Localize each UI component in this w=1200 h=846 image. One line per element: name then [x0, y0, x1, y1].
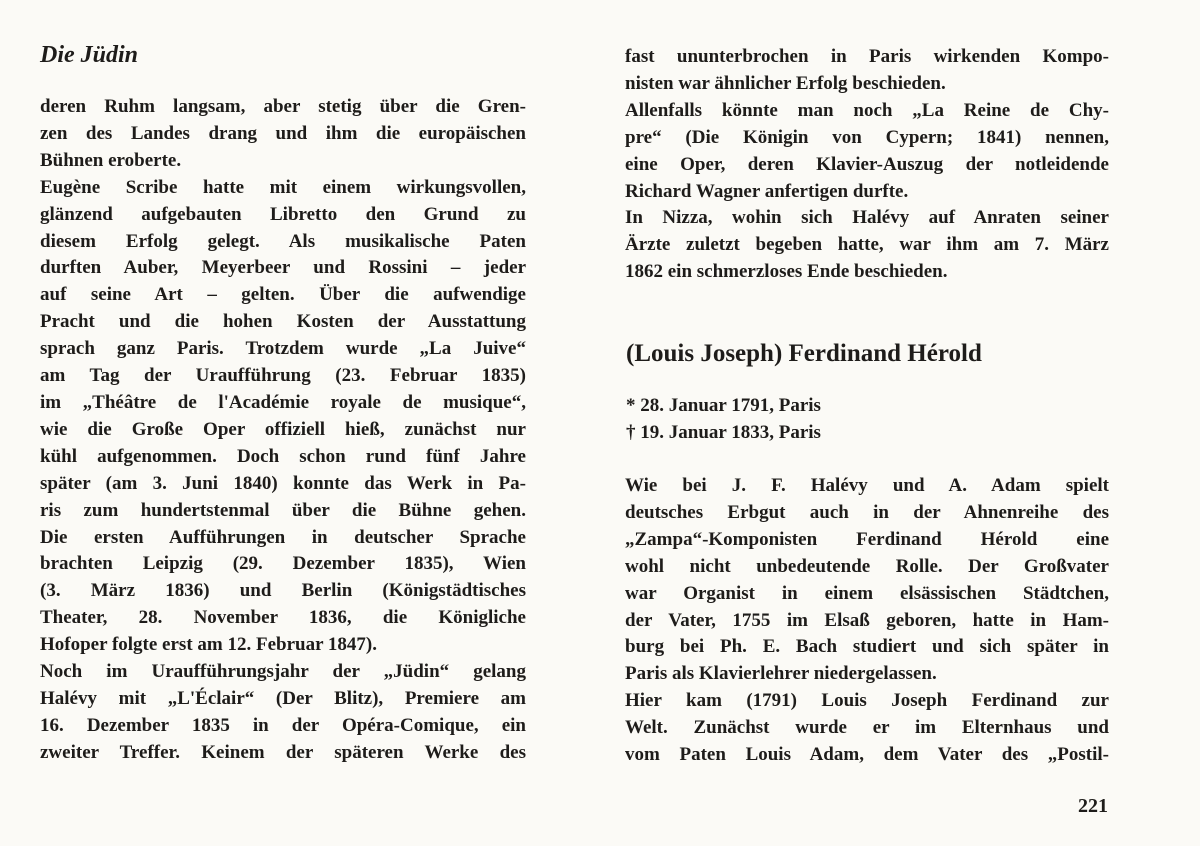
text-line: brachten Leipzig (29. Dezember 1835), Wien [40, 553, 526, 575]
text-line: zen des Landes drang und ihm die europäischen [40, 122, 526, 144]
section-heading: (Louis Joseph) Ferdinand Hérold [626, 340, 982, 367]
text-line: zweiter Treffer. Keinem der späteren Werke des [40, 741, 526, 763]
text-line: kühl aufgenommen. Doch schon rund fünf Jahre [40, 445, 526, 467]
text-line: eine Oper, deren Klavier-Auszug der notleidende [625, 153, 1109, 175]
text-line: wie die Große Oper offiziell hieß, zunächst nur [40, 418, 526, 440]
text-line: deutsches Erbgut auch in der Ahnenreihe des [625, 501, 1109, 523]
text-line: Hofoper folgte erst am 12. Februar 1847). [40, 634, 377, 656]
text-line: „Zampa“-Komponisten Ferdinand Hérold eine [625, 528, 1109, 550]
text-line: der Vater, 1755 im Elsaß geboren, hatte in Ham- [625, 609, 1109, 631]
text-line: Bühnen eroberte. [40, 149, 182, 171]
text-line: fast ununterbrochen in Paris wirkenden Kompo- [625, 46, 1109, 67]
text-line: diesem Erfolg gelegt. Als musikalische Paten [40, 230, 526, 252]
text-line: vom Paten Louis Adam, dem Vater des „Postil- [625, 744, 1109, 766]
text-line: im „Théâtre de l'Académie royale de musique“, [40, 391, 526, 413]
text-line: sprach ganz Paris. Trotzdem wurde „La Juive“ [40, 338, 526, 360]
birth-date: * 28. Januar 1791, Paris [626, 395, 821, 416]
left-column-text [40, 94, 526, 767]
text-line: am Tag der Uraufführung (23. Februar 1835) [40, 365, 526, 387]
text-line: Pracht und die hohen Kosten der Ausstattung [40, 311, 526, 333]
text-line: Hier kam (1791) Louis Joseph Ferdinand zur [625, 690, 1109, 712]
text-line: Wie bei J. F. Halévy und A. Adam spielt [625, 475, 1109, 496]
right-column-text-top [625, 44, 1109, 286]
text-line: glänzend aufgebauten Libretto den Grund zu [40, 203, 526, 225]
text-line: Eugène Scribe hatte mit einem wirkungsvollen, [40, 176, 526, 198]
text-line: Ärzte zuletzt begeben hatte, war ihm am 7. März [625, 234, 1109, 256]
text-line: ris zum hundertstenmal über die Bühne gehen. [40, 499, 526, 521]
text-line: deren Ruhm langsam, aber stetig über die Gren- [40, 96, 526, 117]
text-line: Theater, 28. November 1836, die Königliche [40, 607, 526, 629]
text-line: wohl nicht unbedeutende Rolle. Der Großvater [625, 555, 1109, 577]
page-number: 221 [1078, 795, 1108, 817]
text-line: burg bei Ph. E. Bach studiert und sich später in [625, 636, 1109, 658]
death-date: † 19. Januar 1833, Paris [626, 422, 821, 443]
text-line: Die ersten Aufführungen in deutscher Sprache [40, 526, 526, 548]
text-line: Halévy mit „L'Éclair“ (Der Blitz), Premiere am [40, 687, 526, 709]
text-line: 1862 ein schmerzloses Ende beschieden. [625, 261, 948, 283]
text-line: Noch im Uraufführungsjahr der „Jüdin“ gelang [40, 661, 526, 683]
text-line: durften Auber, Meyerbeer und Rossini – jeder [40, 257, 526, 279]
text-line: (3. März 1836) und Berlin (Königstädtisches [40, 580, 526, 602]
text-line: Paris als Klavierlehrer niedergelassen. [625, 663, 937, 685]
text-line: nisten war ähnlicher Erfolg beschieden. [625, 72, 946, 94]
text-line: später (am 3. Juni 1840) konnte das Werk in Pa- [40, 472, 526, 494]
text-line: war Organist in einem elsässischen Städtchen, [625, 582, 1109, 604]
right-column-text-bottom [625, 473, 1109, 769]
text-line: auf seine Art – gelten. Über die aufwendige [40, 284, 526, 306]
birth-death-dates [626, 392, 821, 446]
text-line: In Nizza, wohin sich Halévy auf Anraten seiner [625, 207, 1109, 229]
text-line: pre“ (Die Königin von Cypern; 1841) nennen, [625, 126, 1109, 148]
text-line: Allenfalls könnte man noch „La Reine de Chy- [625, 99, 1109, 121]
text-line: 16. Dezember 1835 in der Opéra-Comique, ein [40, 714, 526, 736]
running-head: Die Jüdin [40, 42, 139, 68]
text-line: Welt. Zunächst wurde er im Elternhaus und [625, 717, 1109, 739]
text-line: Richard Wagner anfertigen durfte. [625, 180, 909, 202]
